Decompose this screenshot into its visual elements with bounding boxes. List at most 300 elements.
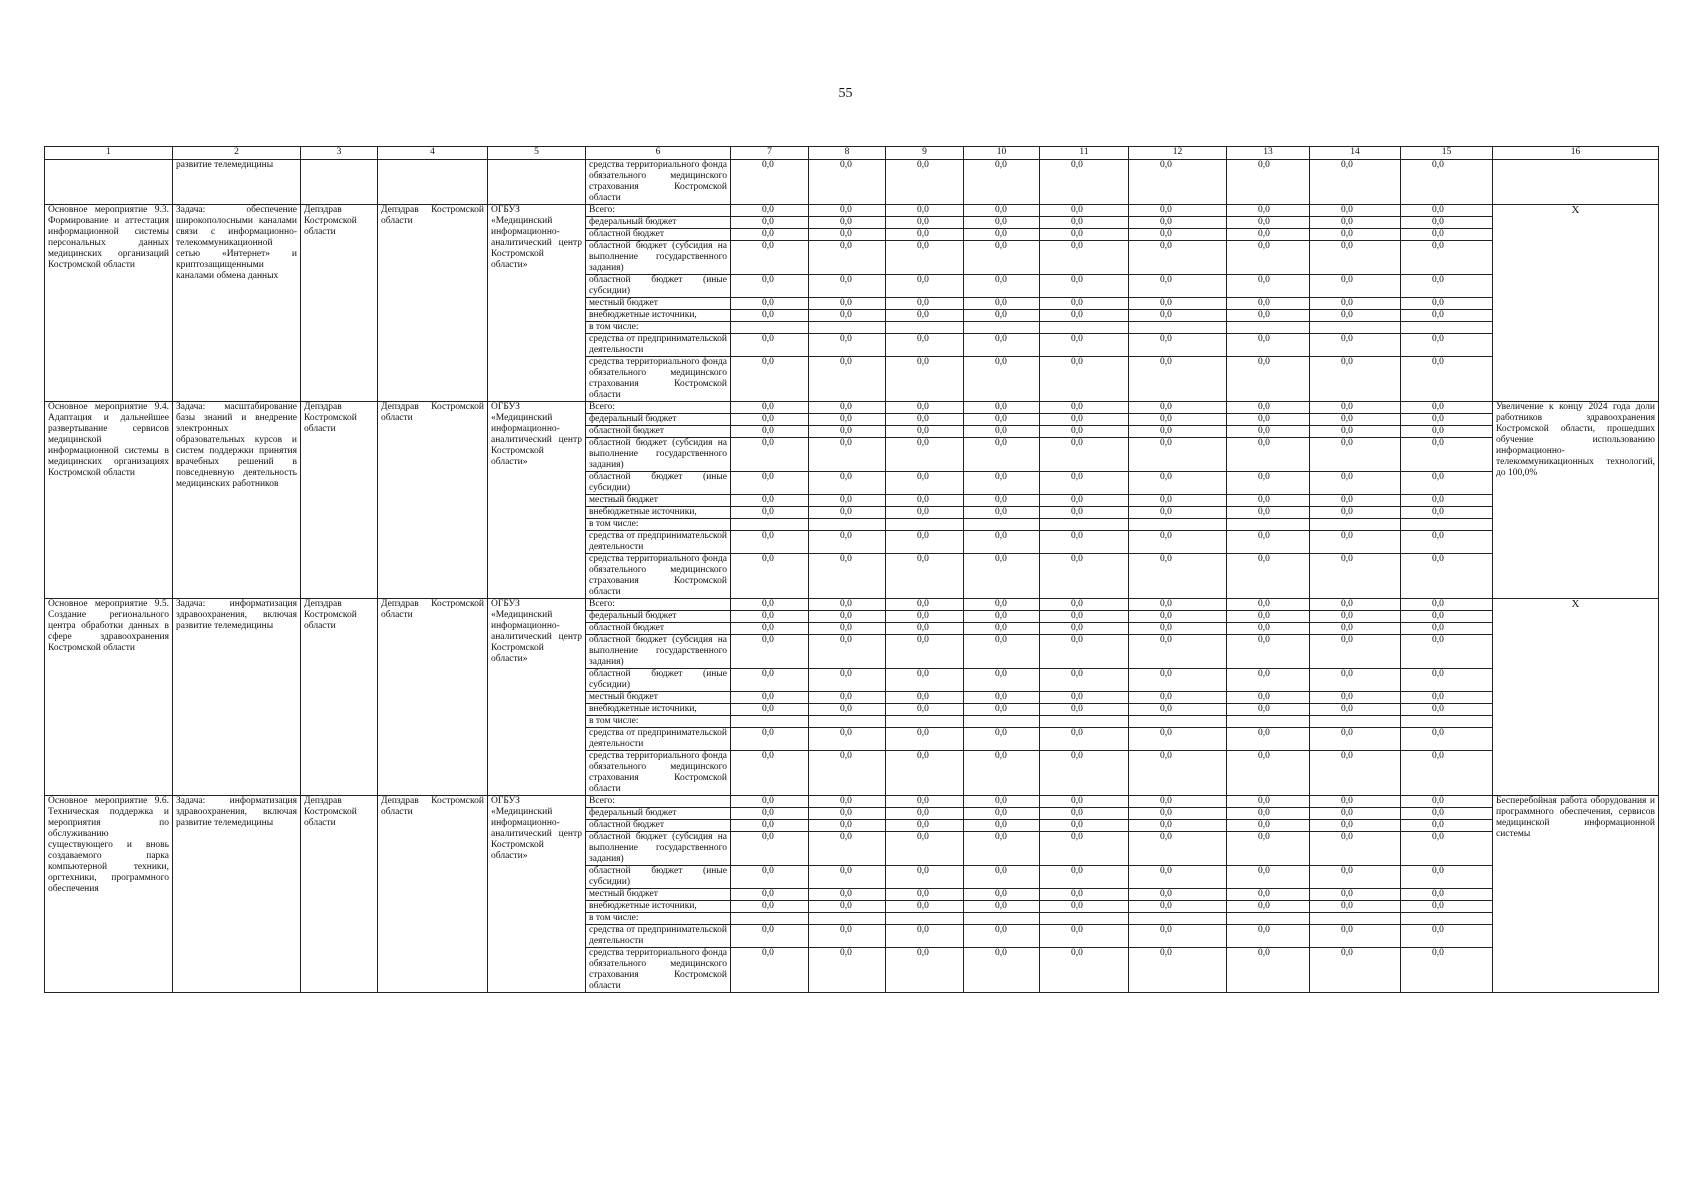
- value-cell: 0,0: [886, 402, 964, 414]
- activity-name-cell: Основное мероприятие 9.4. Адаптация и дальнейшее развертывание сервисов медицинской информационной системы в медицинских организациях Костромской области: [45, 402, 173, 599]
- value-cell: 0,0: [1227, 948, 1310, 993]
- value-cell: 0,0: [731, 635, 809, 669]
- value-cell: 0,0: [731, 334, 809, 357]
- value-cell: 0,0: [809, 611, 886, 623]
- value-cell: 0,0: [1310, 472, 1401, 495]
- empty-cell: [1040, 519, 1129, 531]
- value-cell: 0,0: [964, 402, 1040, 414]
- empty-cell: [731, 913, 809, 925]
- value-cell: 0,0: [1129, 298, 1227, 310]
- value-cell: 0,0: [1401, 808, 1493, 820]
- value-cell: 0,0: [809, 808, 886, 820]
- value-cell: 0,0: [1310, 948, 1401, 993]
- empty-cell: [1310, 913, 1401, 925]
- funding-source-cell: областной бюджет: [586, 229, 731, 241]
- coexecutor-cell: Депздрав Костромской области: [378, 205, 488, 402]
- value-cell: 0,0: [1129, 507, 1227, 519]
- value-cell: 0,0: [1310, 751, 1401, 796]
- executor-cell: Депздрав Костромской области: [301, 205, 378, 402]
- value-cell: 0,0: [1227, 611, 1310, 623]
- funding-source-cell: областной бюджет: [586, 623, 731, 635]
- value-cell: 0,0: [809, 635, 886, 669]
- value-cell: 0,0: [886, 623, 964, 635]
- value-cell: 0,0: [1129, 669, 1227, 692]
- value-cell: 0,0: [1040, 901, 1129, 913]
- table-row: [45, 205, 1659, 217]
- value-cell: 0,0: [1310, 334, 1401, 357]
- empty-cell: [886, 716, 964, 728]
- value-cell: 0,0: [1227, 357, 1310, 402]
- participant-cell: ОГБУЗ «Медицинский информационно-аналитический центр Костромской области»: [488, 796, 586, 993]
- value-cell: 0,0: [1129, 402, 1227, 414]
- empty-cell: [1227, 519, 1310, 531]
- value-cell: 0,0: [886, 438, 964, 472]
- empty-cell: [1401, 716, 1493, 728]
- funding-source-cell: средства территориального фонда обязательного медицинского страхования Костромской области: [586, 751, 731, 796]
- value-cell: 0,0: [964, 205, 1040, 217]
- value-cell: 0,0: [964, 426, 1040, 438]
- empty-cell: [964, 519, 1040, 531]
- value-cell: 0,0: [1040, 507, 1129, 519]
- value-cell: 0,0: [731, 217, 809, 229]
- coexecutor-cell: Депздрав Костромской области: [378, 599, 488, 796]
- empty-cell: [809, 716, 886, 728]
- column-header: 10: [964, 147, 1040, 160]
- value-cell: 0,0: [964, 438, 1040, 472]
- value-cell: 0,0: [1310, 402, 1401, 414]
- value-cell: 0,0: [1040, 531, 1129, 554]
- activity-name-cell: Основное мероприятие 9.5. Создание регионального центра обработки данных в сфере здравоохранения Костромской области: [45, 599, 173, 796]
- value-cell: 0,0: [964, 531, 1040, 554]
- funding-source-cell: средства от предпринимательской деятельности: [586, 728, 731, 751]
- funding-source-cell: местный бюджет: [586, 495, 731, 507]
- funding-source-cell: Всего:: [586, 205, 731, 217]
- value-cell: 0,0: [886, 796, 964, 808]
- funding-source-cell: Всего:: [586, 402, 731, 414]
- carryover-row: [45, 160, 1659, 205]
- participant-cell: [488, 160, 586, 205]
- empty-cell: [809, 519, 886, 531]
- funding-source-cell: областной бюджет (иные субсидии): [586, 669, 731, 692]
- value-cell: 0,0: [809, 948, 886, 993]
- value-cell: 0,0: [1227, 901, 1310, 913]
- value-cell: 0,0: [964, 669, 1040, 692]
- activity-name-cell: Основное мероприятие 9.3. Формирование и аттестация информационной системы персональных данных медицинских организаций Костромской области: [45, 205, 173, 402]
- value-cell: 0,0: [964, 611, 1040, 623]
- funding-source-cell: областной бюджет (субсидия на выполнение государственного задания): [586, 241, 731, 275]
- funding-source-cell: областной бюджет (субсидия на выполнение государственного задания): [586, 438, 731, 472]
- funding-source-cell: местный бюджет: [586, 298, 731, 310]
- column-header: 7: [731, 147, 809, 160]
- value-cell: 0,0: [1040, 704, 1129, 716]
- value-cell: 0,0: [1129, 889, 1227, 901]
- value-cell: 0,0: [886, 728, 964, 751]
- value-cell: 0,0: [1401, 901, 1493, 913]
- value-cell: 0,0: [1129, 275, 1227, 298]
- value-cell: 0,0: [1227, 438, 1310, 472]
- value-cell: 0,0: [809, 692, 886, 704]
- value-cell: 0,0: [1040, 229, 1129, 241]
- value-cell: 0,0: [886, 925, 964, 948]
- value-cell: 0,0: [731, 310, 809, 322]
- value-cell: 0,0: [1129, 472, 1227, 495]
- value-cell: 0,0: [1401, 205, 1493, 217]
- value-cell: 0,0: [1401, 531, 1493, 554]
- table-row: [45, 402, 1659, 414]
- coexecutor-cell: Депздрав Костромской области: [378, 796, 488, 993]
- value-cell: 0,0: [1310, 866, 1401, 889]
- value-cell: 0,0: [886, 751, 964, 796]
- funding-table: [44, 146, 1659, 993]
- value-cell: 0,0: [886, 820, 964, 832]
- value-cell: 0,0: [1129, 901, 1227, 913]
- empty-cell: [731, 519, 809, 531]
- value-cell: 0,0: [809, 599, 886, 611]
- value-cell: 0,0: [1129, 611, 1227, 623]
- value-cell: 0,0: [964, 507, 1040, 519]
- value-cell: 0,0: [964, 796, 1040, 808]
- value-cell: 0,0: [731, 438, 809, 472]
- column-header: 16: [1493, 147, 1659, 160]
- value-cell: 0,0: [809, 796, 886, 808]
- value-cell: 0,0: [731, 692, 809, 704]
- value-cell: 0,0: [1040, 414, 1129, 426]
- column-header: 11: [1040, 147, 1129, 160]
- value-cell: 0,0: [886, 692, 964, 704]
- value-cell: 0,0: [1129, 495, 1227, 507]
- task-cell: Задача: обеспечение широкополосными каналами связи с информационно-телекоммуникационной сетью «Интернет» и криптозащищенными каналами обмена данных: [173, 205, 301, 402]
- value-cell: 0,0: [1040, 669, 1129, 692]
- column-header: 15: [1401, 147, 1493, 160]
- funding-source-cell: внебюджетные источники,: [586, 704, 731, 716]
- value-cell: 0,0: [809, 472, 886, 495]
- empty-cell: [1310, 716, 1401, 728]
- value-cell: 0,0: [1129, 832, 1227, 866]
- value-cell: 0,0: [1040, 241, 1129, 275]
- value-cell: 0,0: [1401, 426, 1493, 438]
- value-cell: 0,0: [964, 298, 1040, 310]
- value-cell: 0,0: [886, 889, 964, 901]
- funding-source-cell: областной бюджет (субсидия на выполнение государственного задания): [586, 832, 731, 866]
- value-cell: 0,0: [886, 357, 964, 402]
- value-cell: 0,0: [809, 275, 886, 298]
- value-cell: 0,0: [1310, 554, 1401, 599]
- value-cell: 0,0: [1401, 298, 1493, 310]
- value-cell: 0,0: [1401, 495, 1493, 507]
- value-cell: 0,0: [1040, 623, 1129, 635]
- value-cell: 0,0: [1401, 611, 1493, 623]
- empty-cell: [964, 716, 1040, 728]
- value-cell: 0,0: [1401, 889, 1493, 901]
- value-cell: 0,0: [1401, 275, 1493, 298]
- value-cell: 0,0: [886, 635, 964, 669]
- value-cell: 0,0: [1227, 298, 1310, 310]
- funding-source-cell: средства от предпринимательской деятельности: [586, 925, 731, 948]
- participant-cell: ОГБУЗ «Медицинский информационно-аналитический центр Костромской области»: [488, 402, 586, 599]
- value-cell: 0,0: [731, 554, 809, 599]
- value-cell: 0,0: [809, 217, 886, 229]
- value-cell: 0,0: [1310, 229, 1401, 241]
- value-cell: 0,0: [731, 820, 809, 832]
- column-header: 8: [809, 147, 886, 160]
- value-cell: 0,0: [964, 704, 1040, 716]
- value-cell: 0,0: [1310, 704, 1401, 716]
- value-cell: 0,0: [1310, 426, 1401, 438]
- value-cell: 0,0: [886, 472, 964, 495]
- value-cell: 0,0: [1040, 925, 1129, 948]
- value-cell: 0,0: [1040, 310, 1129, 322]
- value-cell: 0,0: [964, 832, 1040, 866]
- value-cell: 0,0: [1401, 623, 1493, 635]
- value-cell: 0,0: [1401, 229, 1493, 241]
- value-cell: 0,0: [731, 275, 809, 298]
- value-cell: 0,0: [1227, 472, 1310, 495]
- funding-source-cell: внебюджетные источники,: [586, 901, 731, 913]
- value-cell: 0,0: [1401, 334, 1493, 357]
- value-cell: 0,0: [809, 832, 886, 866]
- value-cell: 0,0: [886, 334, 964, 357]
- funding-source-cell: федеральный бюджет: [586, 217, 731, 229]
- value-cell: 0,0: [1040, 635, 1129, 669]
- value-cell: 0,0: [1040, 611, 1129, 623]
- value-cell: 0,0: [886, 808, 964, 820]
- value-cell: 0,0: [1227, 217, 1310, 229]
- value-cell: 0,0: [1129, 704, 1227, 716]
- funding-source-cell: областной бюджет: [586, 820, 731, 832]
- value-cell: 0,0: [809, 402, 886, 414]
- value-cell: 0,0: [809, 623, 886, 635]
- value-cell: 0,0: [731, 925, 809, 948]
- value-cell: 0,0: [731, 241, 809, 275]
- empty-cell: [1227, 913, 1310, 925]
- value-cell: 0,0: [886, 531, 964, 554]
- participant-cell: ОГБУЗ «Медицинский информационно-аналитический центр Костромской области»: [488, 205, 586, 402]
- funding-source-cell: областной бюджет (субсидия на выполнение государственного задания): [586, 635, 731, 669]
- funding-source-cell: средства территориального фонда обязательного медицинского страхования Костромской области: [586, 554, 731, 599]
- column-header: 4: [378, 147, 488, 160]
- page-number: 55: [838, 86, 853, 101]
- funding-source-cell: средства от предпринимательской деятельности: [586, 334, 731, 357]
- value-cell: 0,0: [1401, 635, 1493, 669]
- empty-cell: [1129, 322, 1227, 334]
- expected-result-cell: Бесперебойная работа оборудования и программного обеспечения, сервисов медицинской информационной системы: [1493, 796, 1659, 993]
- value-cell: 0,0: [731, 414, 809, 426]
- value-cell: 0,0: [731, 160, 809, 205]
- funding-source-cell: Всего:: [586, 796, 731, 808]
- funding-source-cell: в том числе:: [586, 716, 731, 728]
- value-cell: 0,0: [1310, 357, 1401, 402]
- value-cell: 0,0: [886, 414, 964, 426]
- value-cell: 0,0: [1310, 205, 1401, 217]
- empty-cell: [1310, 322, 1401, 334]
- value-cell: 0,0: [1129, 414, 1227, 426]
- value-cell: 0,0: [809, 229, 886, 241]
- value-cell: 0,0: [1310, 901, 1401, 913]
- value-cell: 0,0: [809, 704, 886, 716]
- empty-cell: [1401, 913, 1493, 925]
- value-cell: 0,0: [964, 414, 1040, 426]
- value-cell: 0,0: [809, 866, 886, 889]
- value-cell: 0,0: [1401, 310, 1493, 322]
- funding-source-cell: федеральный бюджет: [586, 414, 731, 426]
- empty-cell: [1129, 913, 1227, 925]
- value-cell: 0,0: [1040, 820, 1129, 832]
- value-cell: 0,0: [731, 611, 809, 623]
- participant-cell: ОГБУЗ «Медицинский информационно-аналитический центр Костромской области»: [488, 599, 586, 796]
- value-cell: 0,0: [1227, 531, 1310, 554]
- value-cell: 0,0: [1129, 357, 1227, 402]
- activity-name-cell: Основное мероприятие 9.6. Техническая поддержка и мероприятия по обслуживанию существующего и вновь создаваемого парка компьютерной техники, оргтехники, программного обеспечения: [45, 796, 173, 993]
- value-cell: 0,0: [1129, 623, 1227, 635]
- table-row: [45, 796, 1659, 808]
- value-cell: 0,0: [1040, 275, 1129, 298]
- value-cell: 0,0: [1310, 728, 1401, 751]
- value-cell: 0,0: [1040, 554, 1129, 599]
- value-cell: 0,0: [1040, 217, 1129, 229]
- executor-cell: Депздрав Костромской области: [301, 599, 378, 796]
- value-cell: 0,0: [1040, 495, 1129, 507]
- value-cell: 0,0: [1040, 808, 1129, 820]
- value-cell: 0,0: [1227, 889, 1310, 901]
- funding-source-cell: внебюджетные источники,: [586, 507, 731, 519]
- value-cell: 0,0: [1401, 160, 1493, 205]
- value-cell: 0,0: [1129, 751, 1227, 796]
- funding-source-cell: областной бюджет (иные субсидии): [586, 275, 731, 298]
- value-cell: 0,0: [964, 229, 1040, 241]
- value-cell: 0,0: [809, 901, 886, 913]
- value-cell: 0,0: [1227, 507, 1310, 519]
- value-cell: 0,0: [731, 472, 809, 495]
- table-row: [45, 599, 1659, 611]
- value-cell: 0,0: [1040, 357, 1129, 402]
- result-cell: [1493, 160, 1659, 205]
- empty-cell: [731, 716, 809, 728]
- value-cell: 0,0: [809, 925, 886, 948]
- value-cell: 0,0: [1310, 507, 1401, 519]
- value-cell: 0,0: [809, 889, 886, 901]
- value-cell: 0,0: [1401, 472, 1493, 495]
- value-cell: 0,0: [1040, 889, 1129, 901]
- task-cell: Задача: масштабирование базы знаний и внедрение электронных образовательных курсов и систем поддержки принятия врачебных решений в повседневную деятельность медицинских работников: [173, 402, 301, 599]
- coexecutor-cell: Депздрав Костромской области: [378, 402, 488, 599]
- empty-cell: [964, 913, 1040, 925]
- value-cell: 0,0: [1227, 751, 1310, 796]
- funding-source-cell: средства территориального фонда обязательного медицинского страхования Костромской области: [586, 357, 731, 402]
- value-cell: 0,0: [886, 275, 964, 298]
- value-cell: 0,0: [886, 495, 964, 507]
- value-cell: 0,0: [1040, 438, 1129, 472]
- value-cell: 0,0: [1401, 832, 1493, 866]
- value-cell: 0,0: [964, 599, 1040, 611]
- value-cell: 0,0: [1040, 728, 1129, 751]
- value-cell: 0,0: [1227, 623, 1310, 635]
- value-cell: 0,0: [1227, 599, 1310, 611]
- value-cell: 0,0: [809, 669, 886, 692]
- value-cell: 0,0: [964, 692, 1040, 704]
- column-header: 3: [301, 147, 378, 160]
- empty-cell: [1401, 519, 1493, 531]
- value-cell: 0,0: [809, 531, 886, 554]
- funding-source-cell: средства территориального фонда обязательного медицинского страхования Костромской области: [586, 160, 731, 205]
- value-cell: 0,0: [1401, 241, 1493, 275]
- value-cell: 0,0: [886, 669, 964, 692]
- empty-cell: [1040, 913, 1129, 925]
- value-cell: 0,0: [1310, 820, 1401, 832]
- column-header: 13: [1227, 147, 1310, 160]
- value-cell: 0,0: [1310, 414, 1401, 426]
- value-cell: 0,0: [1129, 334, 1227, 357]
- value-cell: 0,0: [1227, 669, 1310, 692]
- funding-source-cell: местный бюджет: [586, 692, 731, 704]
- value-cell: 0,0: [1310, 611, 1401, 623]
- value-cell: 0,0: [731, 866, 809, 889]
- value-cell: 0,0: [886, 507, 964, 519]
- funding-source-cell: внебюджетные источники,: [586, 310, 731, 322]
- value-cell: 0,0: [1040, 426, 1129, 438]
- value-cell: 0,0: [1129, 438, 1227, 472]
- value-cell: 0,0: [731, 205, 809, 217]
- empty-cell: [809, 913, 886, 925]
- value-cell: 0,0: [964, 554, 1040, 599]
- value-cell: 0,0: [1401, 438, 1493, 472]
- value-cell: 0,0: [886, 554, 964, 599]
- value-cell: 0,0: [964, 495, 1040, 507]
- value-cell: 0,0: [809, 414, 886, 426]
- value-cell: 0,0: [1040, 205, 1129, 217]
- value-cell: 0,0: [964, 866, 1040, 889]
- executor-cell: Депздрав Костромской области: [301, 402, 378, 599]
- empty-cell: [809, 322, 886, 334]
- value-cell: 0,0: [1227, 554, 1310, 599]
- value-cell: 0,0: [731, 229, 809, 241]
- executor-cell: [301, 160, 378, 205]
- value-cell: 0,0: [1040, 866, 1129, 889]
- value-cell: 0,0: [809, 205, 886, 217]
- value-cell: 0,0: [731, 901, 809, 913]
- value-cell: 0,0: [1227, 334, 1310, 357]
- empty-cell: [1227, 322, 1310, 334]
- value-cell: 0,0: [886, 205, 964, 217]
- expected-result-cell: X: [1493, 599, 1659, 796]
- value-cell: 0,0: [731, 948, 809, 993]
- value-cell: 0,0: [1310, 889, 1401, 901]
- value-cell: 0,0: [964, 820, 1040, 832]
- value-cell: 0,0: [964, 889, 1040, 901]
- value-cell: 0,0: [1310, 531, 1401, 554]
- value-cell: 0,0: [1227, 796, 1310, 808]
- value-cell: 0,0: [731, 832, 809, 866]
- value-cell: 0,0: [1401, 796, 1493, 808]
- value-cell: 0,0: [809, 438, 886, 472]
- value-cell: 0,0: [1401, 692, 1493, 704]
- value-cell: 0,0: [886, 241, 964, 275]
- value-cell: 0,0: [1401, 728, 1493, 751]
- empty-cell: [964, 322, 1040, 334]
- value-cell: 0,0: [809, 728, 886, 751]
- value-cell: 0,0: [809, 426, 886, 438]
- value-cell: 0,0: [964, 901, 1040, 913]
- value-cell: 0,0: [1040, 599, 1129, 611]
- expected-result-cell: X: [1493, 205, 1659, 402]
- value-cell: 0,0: [1310, 808, 1401, 820]
- value-cell: 0,0: [809, 495, 886, 507]
- value-cell: 0,0: [1401, 554, 1493, 599]
- value-cell: 0,0: [1310, 832, 1401, 866]
- value-cell: 0,0: [886, 832, 964, 866]
- value-cell: 0,0: [1227, 160, 1310, 205]
- value-cell: 0,0: [731, 889, 809, 901]
- value-cell: 0,0: [1040, 948, 1129, 993]
